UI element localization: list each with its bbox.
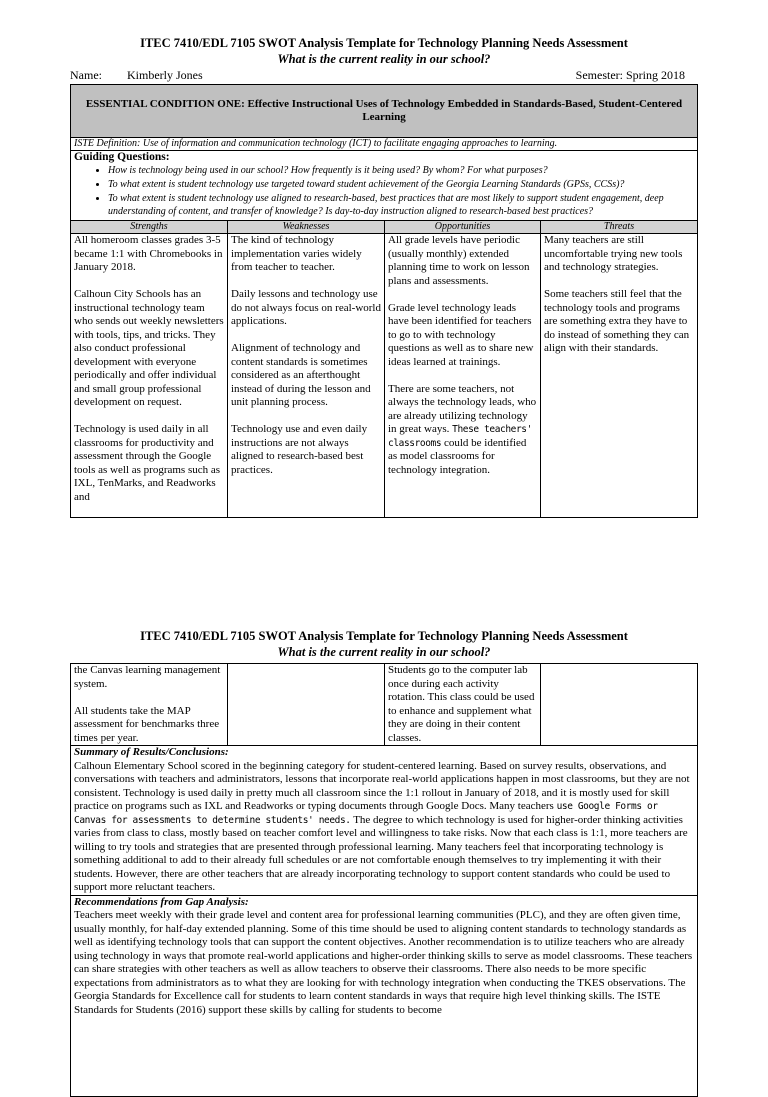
weaknesses-header: Weaknesses <box>228 221 385 234</box>
threats-continued <box>541 664 698 746</box>
essential-condition-heading: ESSENTIAL CONDITION ONE: Effective Instructional Uses of Technology Embedded in Standards-Based, Student-Centered Learning <box>71 85 698 138</box>
opportunity-text-mono: These teachers' classrooms <box>388 424 532 449</box>
semester: Semester: Spring 2018 <box>575 68 685 82</box>
page1-header <box>0 35 768 67</box>
threat-item: Some teachers still feel that the technology tools and programs are something extra they have to do instead of something they can align with their standards. <box>544 288 690 354</box>
strengths-continued <box>71 664 228 746</box>
recommendations-section <box>71 895 698 1096</box>
opportunity-item <box>388 383 537 478</box>
iste-definition: ISTE Definition: Use of information and communication technology (ICT) to facilitate engaging approaches to learning. <box>71 138 698 151</box>
opportunities-cell <box>385 234 541 518</box>
opportunity-item: Grade level technology leads have been identified for teachers to go to with technology questions as well as to share new ideas learned at trainings. <box>388 301 534 368</box>
document-title: ITEC 7410/EDL 7105 SWOT Analysis Template for Technology Planning Needs Assessment <box>140 629 628 643</box>
weaknesses-continued <box>228 664 385 746</box>
guiding-question: • To what extent is student technology use targeted toward student achievement of the Georgia Learning Standards (GPSs, CCSs)? <box>108 178 694 191</box>
name-label: Name: <box>70 68 102 82</box>
opportunities-continued: Students go to the computer lab once during each activity rotation. This class could be used to enhance and supplement what they are doing in their content classes. <box>385 664 541 746</box>
weakness-item: The kind of technology implementation varies widely from teacher to teacher. <box>231 234 362 273</box>
summary-section <box>71 746 698 896</box>
strengths-cell <box>71 234 228 518</box>
swot-table-page2 <box>70 663 698 1097</box>
guiding-questions-title: Guiding Questions: <box>74 151 170 163</box>
guiding-questions <box>71 151 698 221</box>
strength-item: All homeroom classes grades 3-5 became 1:1 with Chromebooks in January 2018. <box>74 234 223 273</box>
document-title: ITEC 7410/EDL 7105 SWOT Analysis Template for Technology Planning Needs Assessment <box>140 36 628 50</box>
document-subtitle: What is the current reality in our school? <box>277 645 491 659</box>
guiding-question: • To what extent is student technology use aligned to research-based, best practices that are most likely to support student engagement, deep understanding of content, and transfer of knowledge? Is day-to-day instruction aligned to research-based best practices? <box>108 192 694 218</box>
page2-header <box>0 628 768 660</box>
opportunities-header: Opportunities <box>385 221 541 234</box>
strength-item: Technology is used daily in all classrooms for productivity and assessment through the Google tools as well as programs such as IXL, TenMarks, and Readworks and <box>74 423 221 503</box>
recommendations-text: Teachers meet weekly with their grade level and content area for professional learning communities (PLC), and they are often given time, usually monthly, for half-day extended planning. Some of this time should be used to aligning content standards to technology standards as well as identifying technology tools that can support the content objectives. Another recommendation is to utilize teachers who are already using technology in ways that promote real-world applications and higher-order thinking skills to serve as model classrooms. These teachers can share strategies with other teachers as well as allow teachers to observe their classrooms. There also needs to be more specific expectations from administrators as to what they are looking for with technology integration when conducting the TKES observations. The Georgia Standards for Excellence call for students to learn content standards in ways that require high level thinking skills. The ISTE Standards for Students (2016) support these skills by calling for students to become <box>74 909 693 1016</box>
strength-item: the Canvas learning management system. <box>74 664 221 690</box>
summary-label: Summary of Results/Conclusions: <box>74 746 229 758</box>
weakness-item: Technology use and even daily instructions are not always aligned to research-based best practices. <box>231 423 368 476</box>
threats-header: Threats <box>541 221 698 234</box>
opportunity-text: could be identified as model classrooms for technology integration. <box>388 436 527 476</box>
strength-item: Calhoun City Schools has an instructional technology team who sends out weekly newsletters with tools, tips, and tricks. They also conduct professional development with everyone periodically and offer individual and small group professional development on request. <box>74 288 224 408</box>
document-subtitle: What is the current reality in our school? <box>277 52 491 66</box>
name-value: Kimberly Jones <box>127 68 203 82</box>
recommendations-label: Recommendations from Gap Analysis: <box>74 895 249 908</box>
weakness-item: Daily lessons and technology use do not always focus on real-world applications. <box>231 288 381 327</box>
weakness-item: Alignment of technology and content standards is sometimes considered as an afterthought instead of during the lesson and unit planning process. <box>231 342 371 408</box>
threat-item: Many teachers are still uncomfortable trying new tools and technology strategies. <box>544 234 683 273</box>
summary-text-mono: use Google Forms or Canvas for assessments to determine students' needs. <box>74 801 658 826</box>
opportunity-item: All grade levels have periodic (usually monthly) extended planning time to work on lesson plans and assessments. <box>388 234 530 287</box>
strength-item: All students take the MAP assessment for benchmarks three times per year. <box>74 704 220 744</box>
weaknesses-cell <box>228 234 385 518</box>
strengths-header: Strengths <box>71 221 228 234</box>
guiding-question: • How is technology being used in our school? How frequently is it being used? By whom? For what purposes? <box>108 164 694 177</box>
threats-cell <box>541 234 698 518</box>
opportunity-text: There are some teachers, not always the technology leads, who are already utilizing technology in great ways. <box>388 382 537 435</box>
name-semester-row <box>70 68 685 83</box>
summary-text: Calhoun Elementary School scored in the beginning category for student-centered learning. Based on survey results, observations, and conversations with teachers and administrators, lessons that incorporate real-world applications happen in most classrooms, but they are not consistent. Technology is used daily in pretty much all classroom since the 1:1 rollout in January of 2018, and it is mostly used for skill practice on programs such as IXL and Readworks or typing documents through Google Docs. Many teachers <box>74 759 690 812</box>
summary-text: The degree to which technology is used for higher-order thinking activities varies from class to class, mostly based on teacher comfort level and willingness to take risks. Now that each class is 1:1, more teachers are willing to try tools and strategies that are presented through professional learning. Many teachers feel that incorporating technology is something additional to add to their already full schedules or are not comfortable enough themselves to try implementing it with their students. However, there are other teachers that are already incorporating technology to support content standards who could be used to support more reluctant teachers. <box>74 813 688 893</box>
swot-table-page1 <box>70 84 698 518</box>
